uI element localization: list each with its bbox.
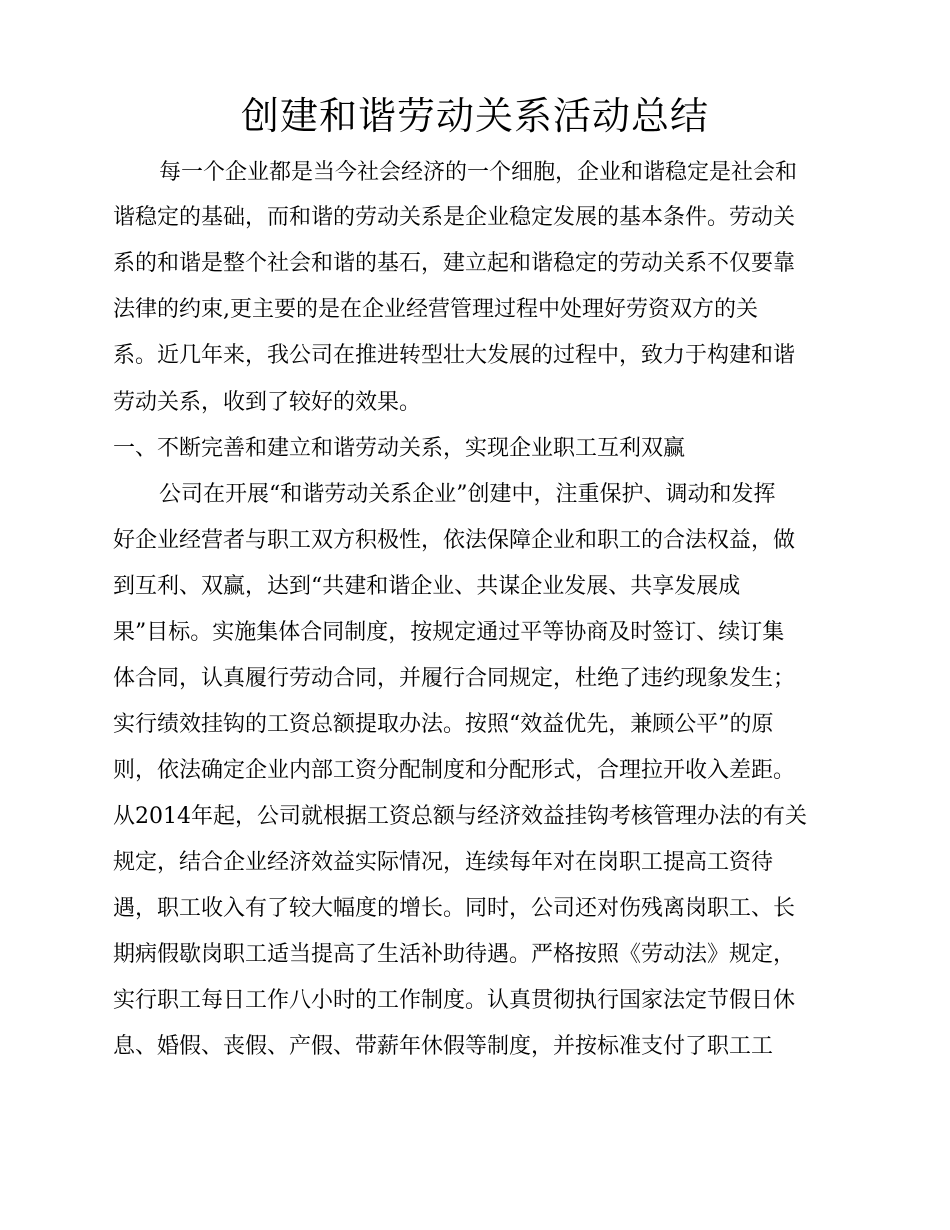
paragraph-line: 法律的约束,更主要的是在企业经营管理过程中处理好劳资双方的关 [113, 297, 758, 322]
section-heading: 一、不断完善和建立和谐劳动关系，实现企业职工互利双赢 [113, 436, 686, 461]
paragraph-line: 遇，职工收入有了较大幅度的增长。同时，公司还对伤残离岗职工、长 [113, 896, 796, 921]
paragraph-line: 劳动关系，收到了较好的效果。 [113, 390, 422, 415]
document-title: 创建和谐劳动关系活动总结 [240, 94, 709, 138]
paragraph-line: 系。近几年来，我公司在推进转型壮大发展的过程中，致力于构建和谐 [113, 343, 796, 368]
paragraph-line: 到互利、双赢，达到“共建和谐企业、共谋企业发展、共享发展成 [113, 574, 741, 599]
paragraph-line: 规定，结合企业经济效益实际情况，连续每年对在岗职工提高工资待 [113, 850, 774, 875]
paragraph-line: 实行绩效挂钩的工资总额提取办法。按照“效益优先，兼顾公平”的原 [113, 712, 774, 737]
paragraph-line: 系的和谐是整个社会和谐的基石，建立起和谐稳定的劳动关系不仅要靠 [113, 251, 796, 276]
paragraph-line: 好企业经营者与职工双方积极性，依法保障企业和职工的合法权益，做 [113, 528, 796, 553]
paragraph-line: 期病假歇岗职工适当提高了生活补助待遇。严格按照《劳动法》规定， [113, 942, 796, 967]
paragraph-line: 实行职工每日工作八小时的工作制度。认真贯彻执行国家法定节假日休 [113, 988, 796, 1013]
paragraph-line: 公司在开展“和谐劳动关系企业”创建中，注重保护、调动和发挥 [159, 482, 776, 507]
paragraph-line: 从2014年起，公司就根据工资总额与经济效益挂钩考核管理办法的有关 [113, 804, 807, 829]
paragraph-line: 谐稳定的基础，而和谐的劳动关系是企业稳定发展的基本条件。劳动关 [113, 205, 796, 230]
paragraph-line: 果”目标。实施集体合同制度，按规定通过平等协商及时签订、续订集 [113, 620, 785, 645]
paragraph-line: 每一个企业都是当今社会经济的一个细胞，企业和谐稳定是社会和 [159, 160, 798, 185]
paragraph-line: 则，依法确定企业内部工资分配制度和分配形式，合理拉开收入差距。 [113, 758, 796, 783]
paragraph-line: 体合同，认真履行劳动合同，并履行合同规定，杜绝了违约现象发生； [113, 666, 796, 691]
paragraph-line: 息、婚假、丧假、产假、带薪年休假等制度，并按标准支付了职工工 [113, 1034, 774, 1059]
